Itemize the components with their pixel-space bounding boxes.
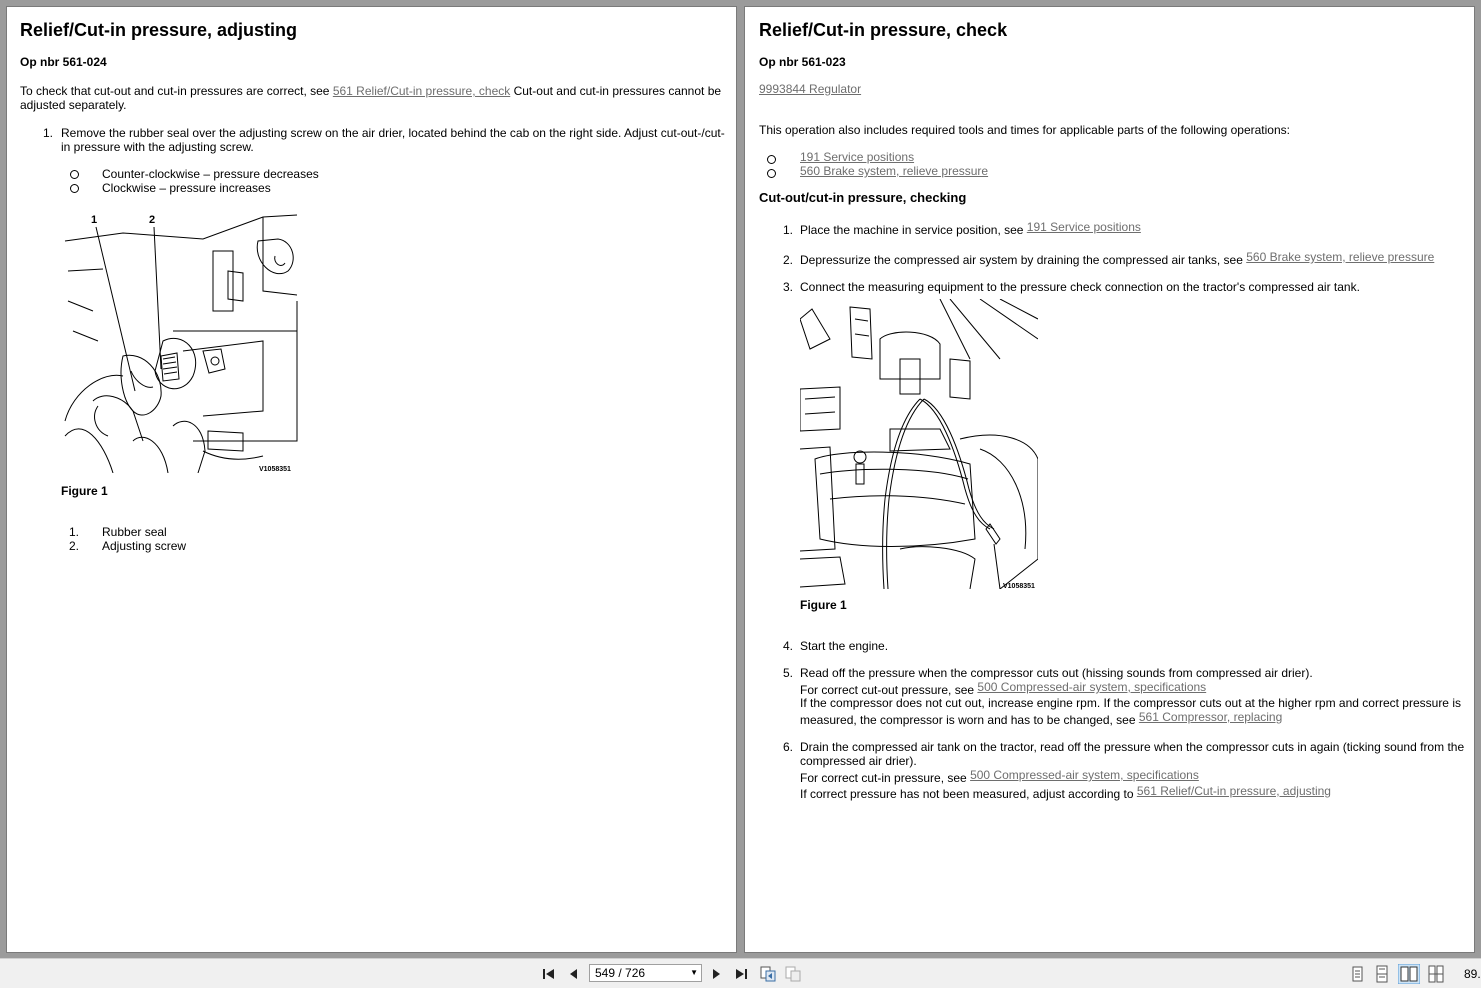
figure-code: V1058351 — [259, 466, 291, 473]
legend-number: 2. — [69, 539, 80, 553]
callout-2: 2 — [149, 214, 156, 226]
left-page — [6, 6, 737, 953]
step-1-line-2: in pressure with the adjusting screw. — [61, 140, 254, 154]
last-page-icon[interactable] — [732, 965, 750, 983]
legend-number: 1. — [69, 525, 80, 539]
step-6-sub-1 — [800, 768, 1199, 785]
op-number: Op nbr 561-024 — [20, 55, 107, 69]
page-indicator: 549 / 726 — [595, 966, 646, 980]
right-page — [744, 6, 1475, 953]
step-number: 4. — [782, 639, 793, 653]
step-5-sub-1 — [800, 680, 1207, 697]
go-forward-icon[interactable] — [784, 965, 802, 983]
intro-text: To check that cut-out and cut-in pressures are correct, see — [20, 84, 330, 98]
step-5-sub-2-line-2 — [800, 710, 1283, 727]
step-number: 2. — [782, 253, 793, 267]
link-compressor-replacing[interactable]: 561 Compressor, replacing — [1138, 710, 1283, 724]
figure-code: V1058351 — [1003, 583, 1035, 589]
step-6-line-1: Drain the compressed air tank on the tractor, read off the pressure when the compressor cuts in again (ticking sound from the — [800, 740, 1465, 754]
step-text: Place the machine in service position, see — [800, 223, 1024, 237]
section-heading: Cut-out/cut-in pressure, checking — [759, 190, 967, 205]
first-page-icon[interactable] — [540, 965, 558, 983]
bullet-circle — [767, 155, 776, 164]
link-brake-relieve[interactable]: 560 Brake system, relieve pressure — [1246, 250, 1435, 264]
step-1-text — [800, 220, 1141, 237]
previous-page-icon[interactable] — [565, 965, 583, 983]
page-title: Relief/Cut-in pressure, adjusting — [20, 20, 298, 40]
step-text: If correct pressure has not been measured, adjust according to — [800, 787, 1134, 801]
link-compressed-air-specs[interactable]: 500 Compressed-air system, specifications — [970, 768, 1199, 782]
bullet-circle — [70, 184, 79, 193]
intro-line-2: adjusted separately. — [20, 98, 127, 112]
continuous-view-icon[interactable] — [1373, 965, 1391, 983]
step-text: measured, the compressor is worn and has to be changed, see — [800, 713, 1136, 727]
link-relief-check[interactable]: 561 Relief/Cut-in pressure, check — [332, 84, 511, 98]
link-relief-adjusting[interactable]: 561 Relief/Cut-in pressure, adjusting — [1136, 784, 1331, 798]
bullet-circle — [70, 170, 79, 179]
step-text: For correct cut-in pressure, see — [800, 771, 967, 785]
step-text: For correct cut-out pressure, see — [800, 683, 975, 697]
bullet-item: Counter-clockwise – pressure decreases — [102, 167, 319, 181]
link-brake-relieve[interactable]: 560 Brake system, relieve pressure — [800, 164, 989, 178]
link-service-positions[interactable]: 191 Service positions — [1026, 220, 1141, 234]
viewer-toolbar — [0, 958, 1481, 988]
figure-caption: Figure 1 — [61, 484, 108, 498]
step-5-text: Read off the pressure when the compressor cuts out (hissing sounds from compressed air drier). — [800, 666, 1313, 680]
step-number: 5. — [782, 666, 793, 680]
next-page-icon[interactable] — [707, 965, 725, 983]
figure-caption: Figure 1 — [800, 598, 847, 612]
bullet-circle — [767, 169, 776, 178]
step-text: Depressurize the compressed air system by draining the compressed air tanks, see — [800, 253, 1243, 267]
two-page-continuous-view-icon[interactable] — [1427, 965, 1445, 983]
legend-label: Adjusting screw — [102, 539, 187, 553]
single-page-view-icon[interactable] — [1348, 965, 1366, 983]
step-number: 6. — [782, 740, 793, 754]
measuring-equipment-illustration — [800, 299, 1038, 589]
page-title: Relief/Cut-in pressure, check — [759, 20, 1008, 40]
step-6-sub-2 — [800, 784, 1331, 801]
intro-text-cont: Cut-out and cut-in pressures cannot be — [513, 84, 722, 98]
step-5-sub-2-line-1: If the compressor does not cut out, increase engine rpm. If the compressor cuts out at the higher rpm and correct pressure is — [800, 696, 1461, 710]
link-service-positions[interactable]: 191 Service positions — [800, 150, 915, 164]
legend-label: Rubber seal — [102, 525, 167, 539]
link-compressed-air-specs[interactable]: 500 Compressed-air system, specifications — [977, 680, 1207, 694]
step-number: 1. — [782, 223, 793, 237]
intro-line-1 — [20, 84, 721, 98]
bullet-item: Clockwise – pressure increases — [102, 181, 271, 195]
chevron-down-icon: ▼ — [690, 968, 698, 977]
step-1-line-1: Remove the rubber seal over the adjusting screw on the air drier, located behind the cab on the right side. Adjust cut-out-/cut- — [61, 126, 725, 140]
step-number: 1. — [42, 126, 53, 140]
step-number: 3. — [782, 280, 793, 294]
link-regulator-tool[interactable]: 9993844 Regulator — [759, 82, 862, 96]
step-4-text: Start the engine. — [800, 639, 889, 653]
two-page-view-icon[interactable] — [1398, 964, 1420, 984]
callout-1: 1 — [91, 214, 98, 226]
step-6-line-2: compressed air drier). — [800, 754, 917, 768]
air-drier-illustration — [63, 211, 299, 473]
page-number-select[interactable] — [589, 964, 702, 982]
zoom-level[interactable]: 89. — [1464, 967, 1481, 981]
includes-text: This operation also includes required tools and times for applicable parts of the following operations: — [759, 123, 1290, 137]
op-number: Op nbr 561-023 — [759, 55, 846, 69]
go-back-icon[interactable] — [759, 965, 777, 983]
step-3-text: Connect the measuring equipment to the pressure check connection on the tractor's compressed air tank. — [800, 280, 1360, 294]
step-2-text — [800, 250, 1435, 267]
